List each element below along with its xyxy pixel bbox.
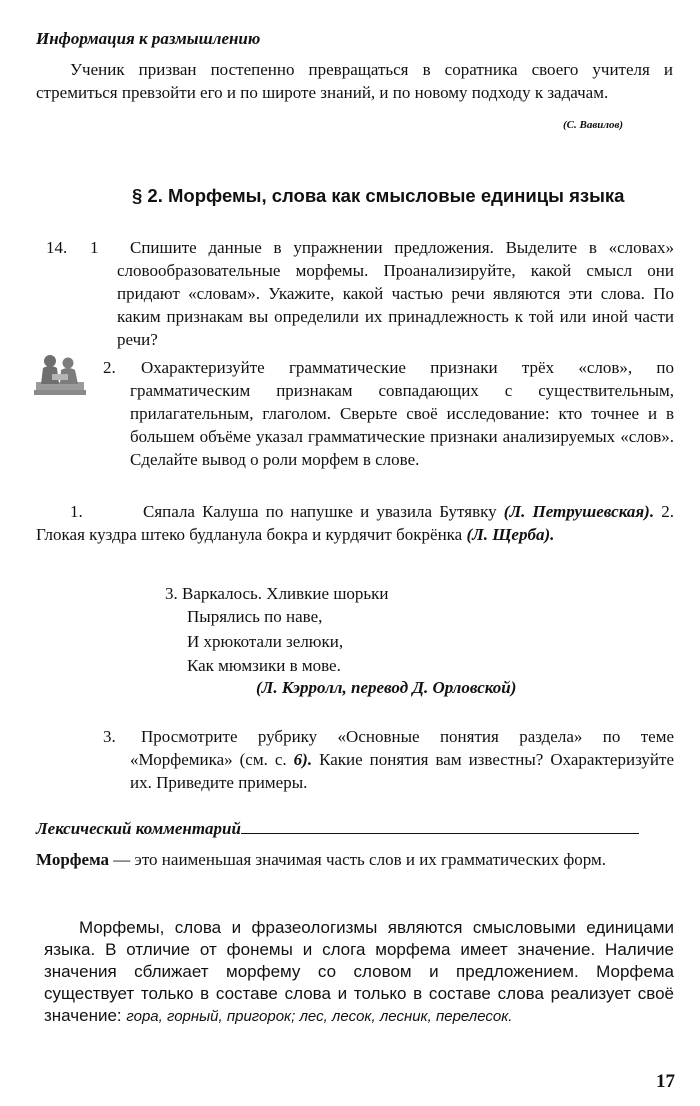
poem-line-2: Пырялись по наве, <box>187 607 323 626</box>
heading-underline <box>241 819 639 834</box>
info-heading: Информация к размышлению <box>36 29 261 48</box>
text1-number: 1. <box>70 502 83 521</box>
body-text: Морфемы, слова и фразеологизмы являются смысловыми единицами языка. В отличие от фонемы и слога морфема имеет значение. Наличие значения сближает морфему со словом и предложением. Морфема существует только в составе слова и только в составе слова реализует своё значение: <box>44 918 674 1025</box>
poem-line-4: Как мюмзики в мове. <box>187 656 341 675</box>
lexical-definition <box>36 848 674 871</box>
lexical-definition-text: — это наименьшая значимая часть слов и их грамматических форм. <box>113 850 607 869</box>
poem-line-1: 3. Варкалось. Хливкие шорьки <box>165 584 389 603</box>
task3-part-c: Какие понятия вам известны? Охарактеризуйте их. Приведите примеры. <box>130 750 675 792</box>
task2-number: 2. <box>103 358 116 377</box>
text-block <box>36 500 674 546</box>
examples-text: гора, горный, пригорок; лес, лесок, лесник, перелесок. <box>126 1008 513 1025</box>
task1-number: 1 <box>90 238 99 257</box>
task1-text: Спишите данные в упражнении предложения. Выделите в «словах» словообразовательные морфемы. Проанализируйте, какой смысл они придают «словам». Укажите, какой частью речи являются эти слова. По каким признакам вы определили их принадлежность к той или иной части речи? <box>117 238 674 349</box>
reading-people-icon <box>34 352 86 396</box>
task3-text <box>130 725 674 794</box>
info-quote: Ученик призван постепенно превращаться в соратника своего учителя и стремиться превзойти его и по широте знаний, и по новому подходу к задачам. <box>36 60 673 102</box>
exercise-number: 14. <box>46 238 68 257</box>
task3-page-ref: 6). <box>293 750 313 769</box>
text2: 2. Глокая куздра штеко будланула бокра и курдячит бокрёнка <box>36 502 674 544</box>
text2-source: (Л. Щерба). <box>466 525 555 544</box>
text1-source: (Л. Петрушевская). <box>503 502 655 521</box>
task2-text: Охарактеризуйте грамматические признаки трёх «слов», по грамматическим признакам совпадающих с существительным, прилагательным, глаголом. Сверьте своё исследование: кто точнее и в большем объёме указал грамматические признаки анализируемых «слов». Сделайте вывод о роли морфем в слове. <box>130 358 674 469</box>
body-paragraph <box>44 917 674 1028</box>
text1: Сяпала Калуша по напушке и увазила Бутявку <box>143 502 497 521</box>
poem-source: (Л. Кэрролл, перевод Д. Орловской) <box>256 678 517 697</box>
lexical-heading-row <box>36 817 672 840</box>
poem-line-3: И хрюкотали зелюки, <box>187 632 344 651</box>
task3-number: 3. <box>103 727 116 746</box>
page-number: 17 <box>656 1071 675 1092</box>
lexical-heading: Лексический комментарий <box>36 819 241 838</box>
lexical-term: Морфема <box>36 850 110 869</box>
quote-author: (С. Вавилов) <box>563 119 624 131</box>
section-title: § 2. Морфемы, слова как смысловые единицы языка <box>132 185 625 206</box>
task3-part-a: Просмотрите рубрику «Основные понятия раздела» по теме «Морфемика» (см. с. <box>130 727 674 769</box>
